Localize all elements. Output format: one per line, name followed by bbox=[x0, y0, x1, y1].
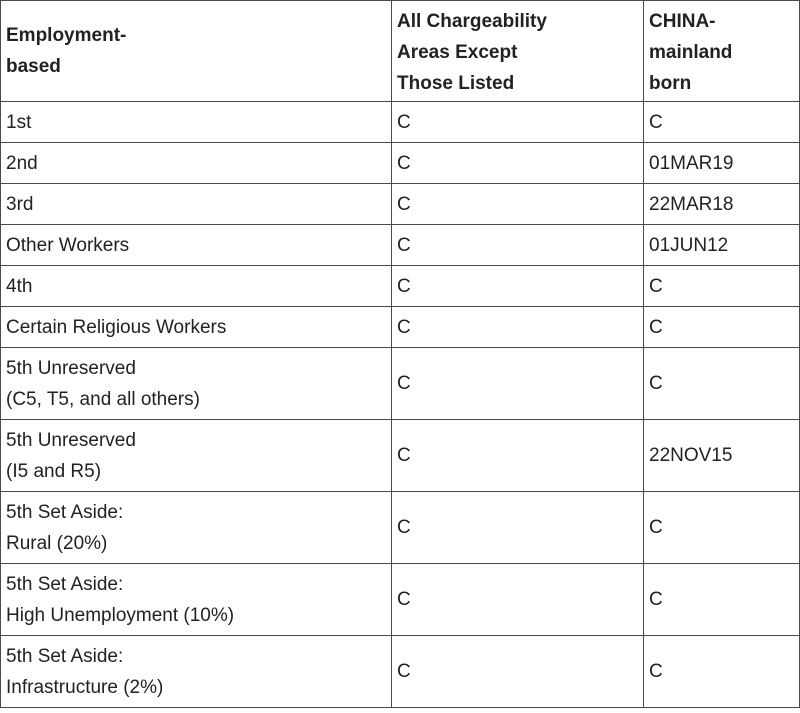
category-cell bbox=[1, 184, 392, 225]
category-cell bbox=[1, 307, 392, 348]
header-line: mainland bbox=[649, 42, 733, 63]
category-cell bbox=[1, 102, 392, 143]
all-chargeability-cell: C bbox=[392, 225, 644, 266]
category-label: 5th Unreserved bbox=[6, 429, 136, 451]
china-cell: C bbox=[644, 102, 800, 143]
all-chargeability-cell: C bbox=[392, 492, 644, 564]
table-row bbox=[1, 143, 800, 184]
category-cell bbox=[1, 143, 392, 184]
all-chargeability-cell: C bbox=[392, 266, 644, 307]
category-cell bbox=[1, 266, 392, 307]
category-label: 5th Unreserved bbox=[6, 357, 136, 379]
category-label: 5th Set Aside: bbox=[6, 501, 124, 523]
table-row bbox=[1, 636, 800, 708]
table-row bbox=[1, 348, 800, 420]
china-cell: C bbox=[644, 564, 800, 636]
category-label: 3rd bbox=[6, 193, 34, 215]
category-label: Rural (20%) bbox=[6, 532, 108, 554]
header-line: Employment- bbox=[6, 25, 127, 46]
china-cell: 22NOV15 bbox=[644, 420, 800, 492]
china-cell: 01MAR19 bbox=[644, 143, 800, 184]
category-label: (I5 and R5) bbox=[6, 460, 102, 482]
all-chargeability-cell: C bbox=[392, 184, 644, 225]
category-label: 4th bbox=[6, 275, 33, 297]
china-cell: C bbox=[644, 492, 800, 564]
table-row bbox=[1, 225, 800, 266]
table-row bbox=[1, 184, 800, 225]
table-row bbox=[1, 266, 800, 307]
category-cell bbox=[1, 348, 392, 420]
category-label: Other Workers bbox=[6, 234, 130, 256]
all-chargeability-cell: C bbox=[392, 636, 644, 708]
table-row bbox=[1, 307, 800, 348]
china-cell: C bbox=[644, 266, 800, 307]
all-chargeability-cell: C bbox=[392, 307, 644, 348]
china-cell: 22MAR18 bbox=[644, 184, 800, 225]
category-label: High Unemployment (10%) bbox=[6, 604, 235, 626]
all-chargeability-cell: C bbox=[392, 420, 644, 492]
category-label: Infrastructure (2%) bbox=[6, 676, 164, 698]
category-cell bbox=[1, 420, 392, 492]
header-line: CHINA- bbox=[649, 11, 716, 32]
table-row bbox=[1, 102, 800, 143]
category-label: 1st bbox=[6, 111, 32, 133]
all-chargeability-cell: C bbox=[392, 143, 644, 184]
category-cell bbox=[1, 636, 392, 708]
china-cell: C bbox=[644, 307, 800, 348]
china-cell: C bbox=[644, 636, 800, 708]
header-line: born bbox=[649, 73, 692, 94]
category-label: 5th Set Aside: bbox=[6, 573, 124, 595]
table-header-row bbox=[1, 1, 800, 102]
category-cell bbox=[1, 564, 392, 636]
category-label: 5th Set Aside: bbox=[6, 645, 124, 667]
all-chargeability-cell: C bbox=[392, 348, 644, 420]
header-line: based bbox=[6, 56, 61, 77]
table-row bbox=[1, 564, 800, 636]
header-all-chargeability bbox=[392, 1, 644, 102]
header-line: Those Listed bbox=[397, 73, 515, 94]
category-cell bbox=[1, 492, 392, 564]
china-cell: C bbox=[644, 348, 800, 420]
header-line: Areas Except bbox=[397, 42, 518, 63]
category-label: 2nd bbox=[6, 152, 38, 174]
category-label: (C5, T5, and all others) bbox=[6, 388, 200, 410]
table-row bbox=[1, 492, 800, 564]
table-row bbox=[1, 420, 800, 492]
all-chargeability-cell: C bbox=[392, 564, 644, 636]
all-chargeability-cell: C bbox=[392, 102, 644, 143]
header-china-mainland-born bbox=[644, 1, 800, 102]
header-employment-based bbox=[1, 1, 392, 102]
category-label: Certain Religious Workers bbox=[6, 316, 227, 338]
china-cell: 01JUN12 bbox=[644, 225, 800, 266]
header-line: All Chargeability bbox=[397, 11, 547, 32]
category-cell bbox=[1, 225, 392, 266]
table-body bbox=[1, 102, 800, 708]
